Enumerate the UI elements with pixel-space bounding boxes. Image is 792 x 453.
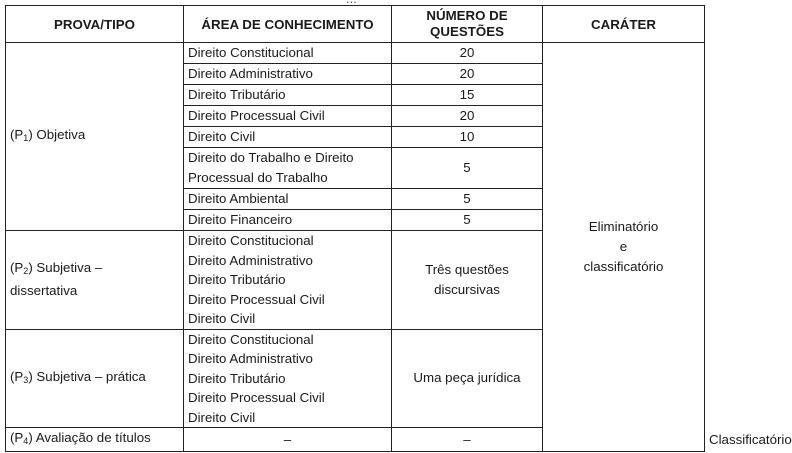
- area-cell: Direito Civil: [184, 127, 392, 148]
- questoes-cell: 5: [392, 210, 543, 231]
- questoes-cell: 20: [392, 64, 543, 85]
- header-prova-tipo: PROVA/TIPO: [6, 6, 184, 43]
- questoes-cell: 5: [392, 148, 543, 189]
- prova-p4-cell: $(P_4)$ Avaliação de títulos: [6, 428, 184, 452]
- area-list-cell: Direito Constitucional Direito Administrativo Direito Tributário Direito Processual Civil Direito Civil: [184, 231, 392, 330]
- area-cell: Direito Processual Civil: [184, 106, 392, 127]
- prova-p3-cell: $(P_3)$ Subjetiva – prática: [6, 329, 184, 428]
- carater-line3: classificatório: [583, 259, 664, 274]
- header-numero-line2: QUESTÕES: [430, 24, 504, 39]
- area-cell: Direito do Trabalho e Direito Processual do Trabalho: [184, 148, 392, 189]
- questoes-cell: 20: [392, 106, 543, 127]
- area-cell: Direito Ambiental: [184, 189, 392, 210]
- questoes-cell: Três questões discursivas: [392, 231, 543, 330]
- area-cell: Direito Administrativo: [184, 64, 392, 85]
- header-numero-questoes: [392, 6, 543, 43]
- area-cell: Direito Financeiro: [184, 210, 392, 231]
- table-row: [6, 43, 705, 64]
- questoes-cell: 5: [392, 189, 543, 210]
- questoes-cell: 20: [392, 43, 543, 64]
- prova-p1-cell: $(P_1)$ Objetiva: [6, 43, 184, 231]
- header-carater: CARÁTER: [543, 6, 705, 43]
- header-area-conhecimento: ÁREA DE CONHECIMENTO: [184, 6, 392, 43]
- questoes-cell: 15: [392, 85, 543, 106]
- table-row: $(P_4)$ Avaliação de títulos – – Classificatório: [6, 428, 705, 452]
- carater-line2: e: [619, 239, 628, 254]
- questoes-cell: Uma peça jurídica: [392, 329, 543, 428]
- area-cell: –: [184, 428, 392, 452]
- exam-structure-table: [5, 5, 792, 452]
- prova-p2-cell: $(P_2)$ Subjetiva – dissertativa: [6, 231, 184, 330]
- header-numero-line1: NÚMERO DE: [426, 8, 508, 23]
- questoes-cell: –: [392, 428, 543, 452]
- area-cell: Direito Constitucional: [184, 43, 392, 64]
- carater-merged-cell: [543, 43, 705, 452]
- carater-line1: Eliminatório: [588, 219, 659, 234]
- questoes-cell: 10: [392, 127, 543, 148]
- area-list-cell: Direito Constitucional Direito Administrativo Direito Tributário Direito Processual Civil Direito Civil: [184, 329, 392, 428]
- header-row: [6, 6, 705, 43]
- area-cell: Direito Tributário: [184, 85, 392, 106]
